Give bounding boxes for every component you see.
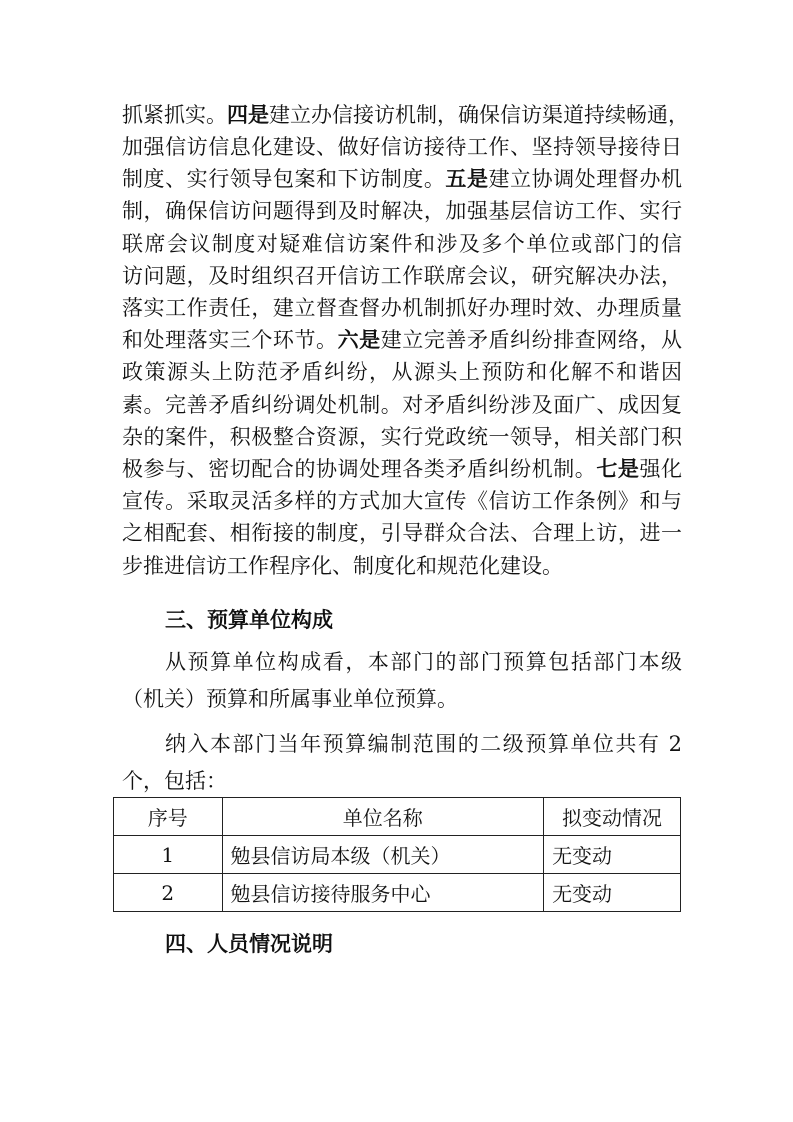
header-index: 序号: [114, 798, 223, 836]
bold-marker: 五是: [445, 167, 489, 191]
paragraph-line: 抓紧抓实。四是建立办信接访机制，确保信访渠道持续畅通，: [122, 103, 689, 127]
cell-change-status: 无变动: [544, 836, 681, 874]
header-change-status: 拟变动情况: [544, 798, 681, 836]
table-row: [114, 836, 681, 874]
table-header-row: [114, 798, 681, 836]
paragraph-line: 加强信访信息化建设、做好信访接待工作、坚持领导接待日: [122, 135, 682, 159]
paragraph-line: 制度、实行领导包案和下访制度。五是建立协调处理督办机: [122, 167, 683, 191]
paragraph-line: 杂的案件，积极整合资源，实行党政统一领导，相关部门积: [122, 425, 682, 449]
cell-unit-name: 勉县信访局本级（机关）: [222, 836, 544, 874]
paragraph-line: 政策源头上防范矛盾纠纷，从源头上预防和化解不和谐因: [122, 360, 682, 384]
paragraph-line: 步推进信访工作程序化、制度化和规范化建设。: [122, 554, 563, 578]
paragraph-line: 联席会议制度对疑难信访案件和涉及多个单位或部门的信: [122, 232, 682, 256]
cell-index: 1: [114, 836, 223, 874]
paragraph-line: 之相配套、相衔接的制度，引导群众合法、合理上访，进一: [122, 521, 682, 545]
paragraph-line: 素。完善矛盾纠纷调处机制。对矛盾纠纷涉及面广、成因复: [122, 393, 682, 417]
cell-change-status: 无变动: [544, 874, 681, 912]
cell-unit-name: 勉县信访接待服务中心: [222, 874, 544, 912]
header-unit-name: 单位名称: [222, 798, 544, 836]
bold-marker: 六是: [337, 328, 381, 352]
section-heading: 三、预算单位构成: [165, 608, 333, 632]
section-heading: 四、人员情况说明: [165, 932, 333, 956]
paragraph-line: 制，确保信访问题得到及时解决，加强基层信访工作、实行: [122, 199, 682, 223]
cell-index: 2: [114, 874, 223, 912]
paragraph-line: 和处理落实三个环节。六是建立完善矛盾纠纷排查网络，从: [122, 328, 683, 352]
paragraph-line: 落实工作责任，建立督查督办机制抓好办理时效、办理质量: [122, 296, 682, 320]
paragraph-line: 纳入本部门当年预算编制范围的二级预算单位共有 2: [165, 732, 682, 756]
budget-units-table: [113, 797, 681, 912]
paragraph-line: 极参与、密切配合的协调处理各类矛盾纠纷机制。七是强化: [122, 457, 683, 481]
paragraph-line: 从预算单位构成看，本部门的部门预算包括部门本级: [165, 650, 682, 674]
bold-marker: 四是: [227, 103, 269, 127]
paragraph-line: 访问题，及时组织召开信访工作联席会议，研究解决办法，: [122, 264, 682, 288]
paragraph-line: （机关）预算和所属事业单位预算。: [122, 687, 458, 711]
bold-marker: 七是: [596, 457, 640, 481]
table-row: [114, 874, 681, 912]
paragraph-line: 个，包括：: [122, 769, 227, 793]
paragraph-line: 宣传。采取灵活多样的方式加大宣传《信访工作条例》和与: [122, 489, 682, 513]
